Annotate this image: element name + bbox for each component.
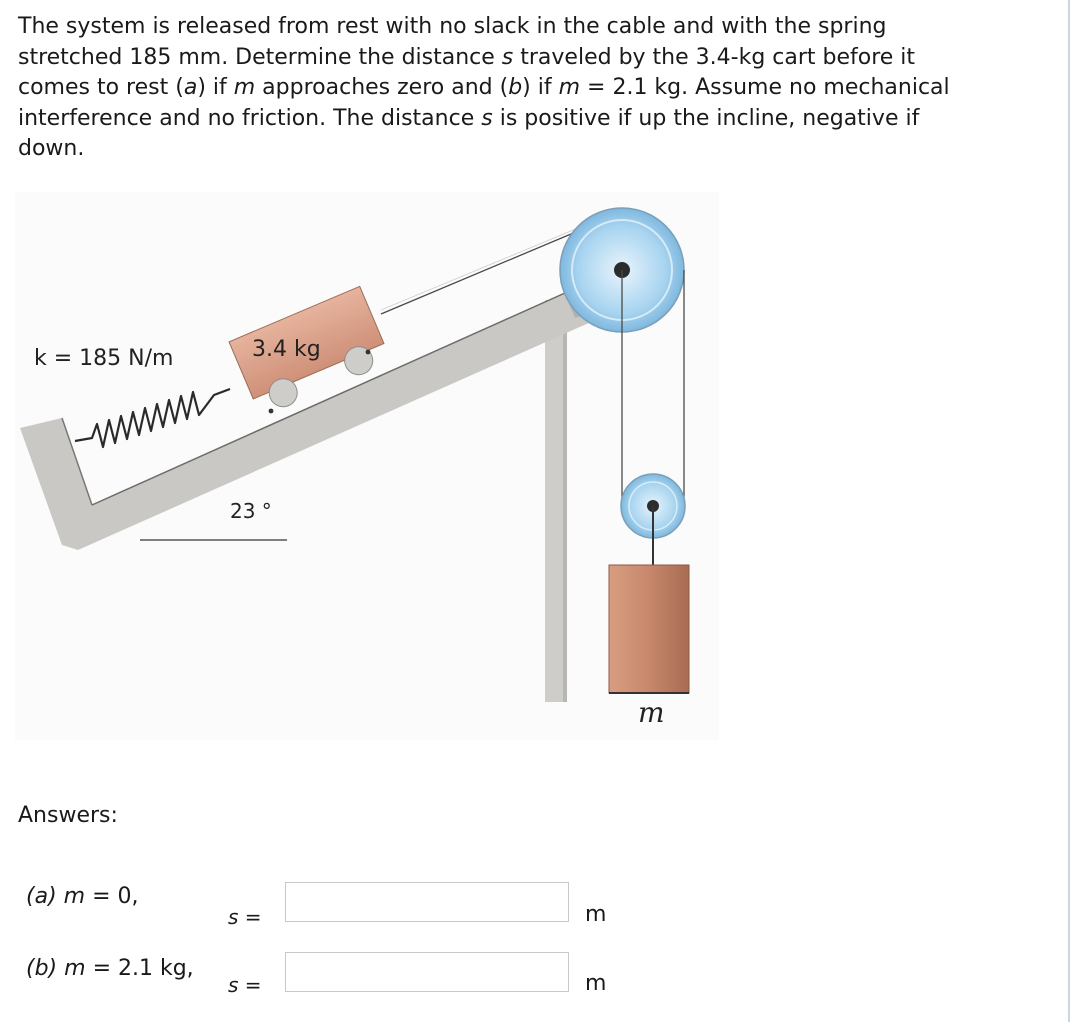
mechanism-diagram (0, 186, 730, 746)
problem-statement (18, 12, 1058, 165)
angle-label: 23 ° (230, 499, 272, 523)
answer-a-s-label: s = (228, 905, 262, 929)
hanging-mass (609, 565, 689, 693)
hanging-mass-label: m (638, 696, 665, 729)
answer-b-label: (b) m = 2.1 kg, (26, 956, 194, 981)
problem-line-4: interference and no friction. The distance s is positive if up the incline, negative if (18, 105, 920, 131)
support-post-shade (563, 330, 567, 702)
cart-bolt-1 (269, 409, 274, 414)
answers-heading: Answers: (18, 803, 118, 828)
spring-constant-label: k = 185 N/m (34, 346, 174, 371)
answer-a-input[interactable] (285, 882, 569, 922)
cart-mass-label: 3.4 kg (252, 337, 321, 362)
answer-b-input[interactable] (285, 952, 569, 992)
problem-line-5: down. (18, 136, 85, 161)
problem-line-1: The system is released from rest with no slack in the cable and with the spring (18, 14, 887, 39)
answer-b-unit: m (585, 971, 607, 996)
cart-bolt-2 (366, 350, 371, 355)
answer-a-unit: m (585, 902, 607, 927)
answer-b-s-label: s = (228, 973, 262, 997)
page-right-border (1068, 0, 1070, 1022)
problem-line-3: comes to rest (a) if m approaches zero and (b) if m = 2.1 kg. Assume no mechanical (18, 75, 950, 100)
mechanism-figure (0, 186, 730, 746)
problem-line-2: stretched 185 mm. Determine the distance s traveled by the 3.4-kg cart before it (18, 44, 916, 70)
answer-a-label: (a) m = 0, (26, 884, 139, 909)
